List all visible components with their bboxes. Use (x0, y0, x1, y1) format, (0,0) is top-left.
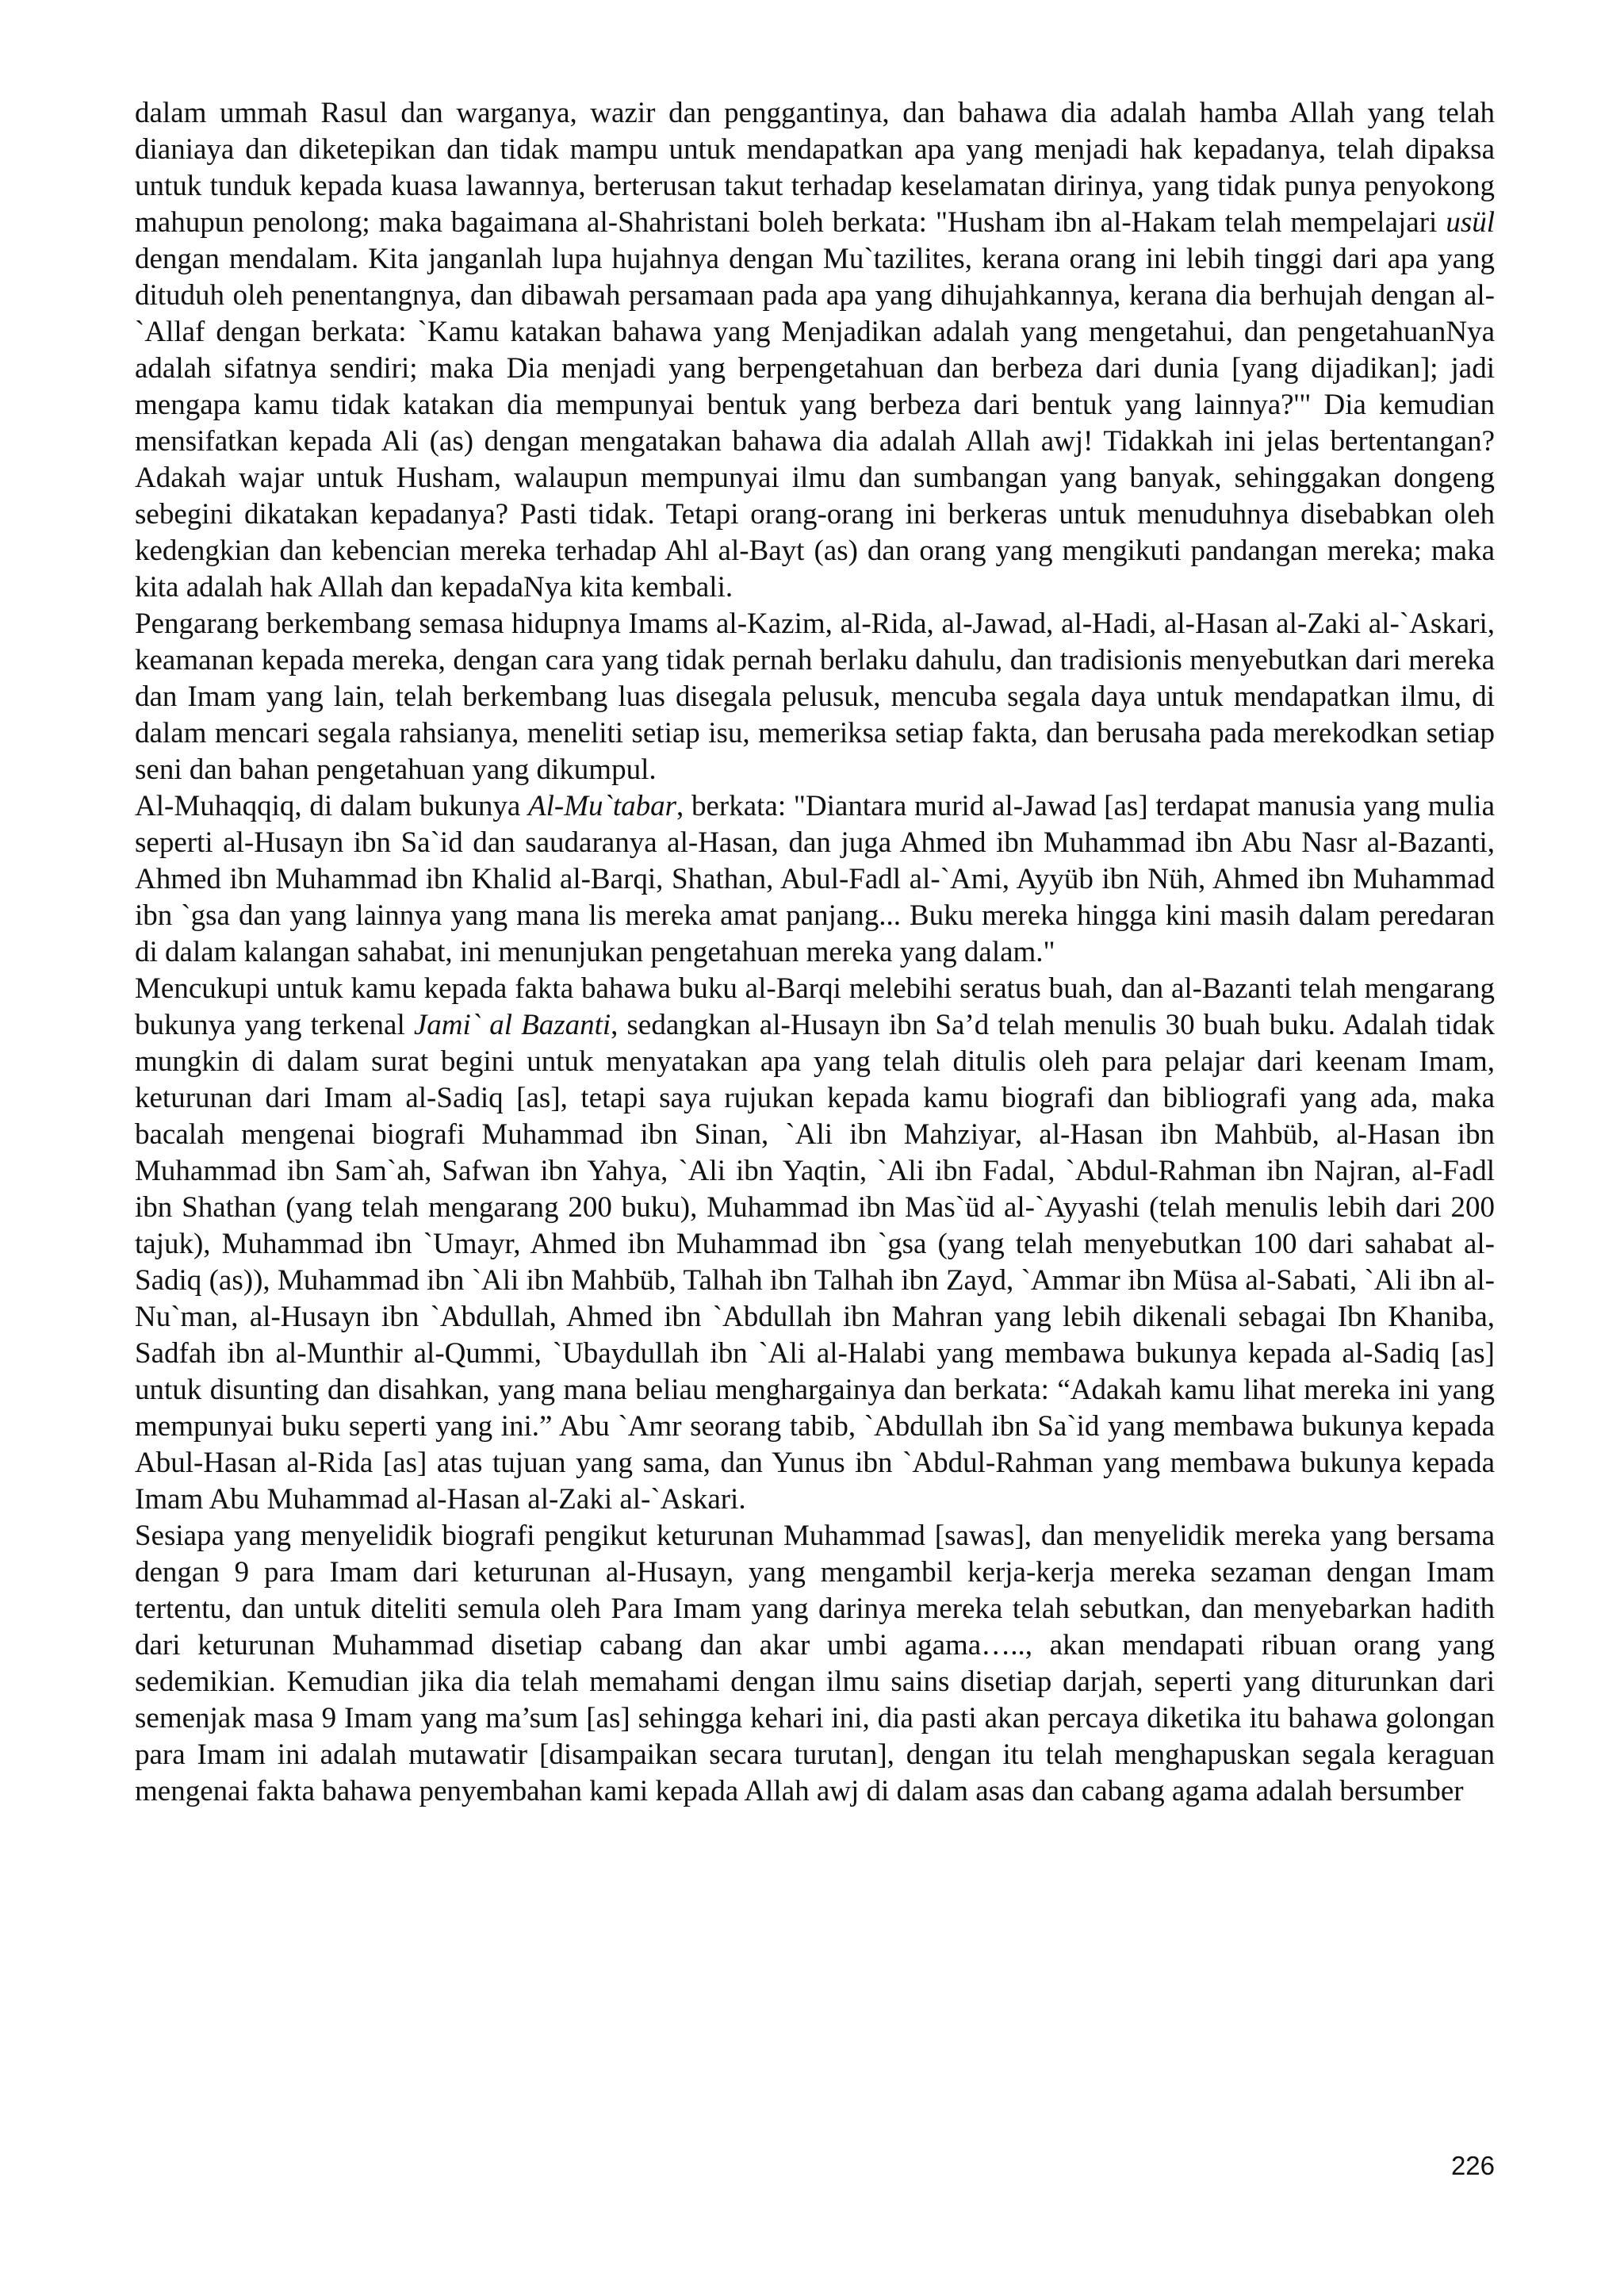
paragraph-1-text-b: dengan mendalam. Kita janganlah lupa hujahnya dengan Mu`tazilites, kerana orang ini lebih tinggi dari apa yang dituduh oleh penentangnya, dan dibawah persamaan pada apa yang dihujahkannya, kerana dia berhujah dengan al-`Allaf dengan berkata: `Kamu katakan bahawa yang Menjadikan adalah yang mengetahui, dan pengetahuanNya adalah sifatnya sendiri; maka Dia menjadi yang berpengetahuan dan berbeza dari dunia [yang dijadikan]; jadi mengapa kamu tidak katakan dia mempunyai bentuk yang berbeza dari bentuk yang lainnya?'" Dia kemudian mensifatkan kepada Ali (as) dengan mengatakan bahawa dia adalah Allah awj! Tidakkah ini jelas bertentangan? Adakah wajar untuk Husham, walaupun mempunyai ilmu dan sumbangan yang banyak, sehinggakan dongeng sebegini dikatakan kepadanya? Pasti tidak. Tetapi orang-orang ini berkeras untuk menuduhnya disebabkan oleh kedengkian dan kebencian mereka terhadap Ahl al-Bayt (as) dan orang yang mengikuti pandangan mereka; maka kita adalah hak Allah dan kepadaNya kita kembali. (135, 243, 1495, 604)
page-body (135, 95, 1495, 1810)
paragraph-4-text-b: , sedangkan al-Husayn ibn Sa’d telah menulis 30 buah buku. Adalah tidak mungkin di dalam surat begini untuk menyatakan apa yang telah ditulis oleh para pelajar dari keenam Imam, keturunan dari Imam al-Sadiq [as], tetapi saya rujukan kepada kamu biografi dan bibliografi yang ada, maka bacalah mengenai biografi Muhammad ibn Sinan, `Ali ibn Mahziyar, al-Hasan ibn Mahbüb, al-Hasan ibn Muhammad ibn Sam`ah, Safwan ibn Yahya, `Ali ibn Yaqtin, `Ali ibn Fadal, `Abdul-Rahman ibn Najran, al-Fadl ibn Shathan (yang telah mengarang 200 buku), Muhammad ibn Mas`üd al-`Ayyashi (telah menulis lebih dari 200 tajuk), Muhammad ibn `Umayr, Ahmed ibn Muhammad ibn `gsa (yang telah menyebutkan 100 dari sahabat al-Sadiq (as)), Muhammad ibn `Ali ibn Mahbüb, Talhah ibn Talhah ibn Zayd, `Ammar ibn Müsa al-Sabati, `Ali ibn al-Nu`man, al-Husayn ibn `Abdullah, Ahmed ibn `Abdullah ibn Mahran yang lebih dikenali sebagai Ibn Khaniba, Sadfah ibn al-Munthir al-Qummi, `Ubaydullah ibn `Ali al-Halabi yang membawa bukunya kepada al-Sadiq [as] untuk disunting dan disahkan, yang mana beliau menghargainya dan berkata: “Adakah kamu lihat mereka ini yang mempunyai buku seperti yang ini.” Abu `Amr seorang tabib, `Abdullah ibn Sa`id yang membawa bukunya kepada Abul-Hasan al-Rida [as] atas tujuan yang sama, dan Yunus ibn `Abdul-Rahman yang membawa bukunya kepada Imam Abu Muhammad al-Hasan al-Zaki al-`Askari. (135, 1009, 1495, 1516)
paragraph-5 (135, 1518, 1495, 1810)
paragraph-4 (135, 971, 1495, 1518)
book-title-jami-al-bazanti: Jami` al Bazanti (413, 1009, 611, 1041)
paragraph-4-text-a: Mencukupi untuk kamu kepada fakta bahawa buku al-Barqi melebihi seratus buah, dan al-Bazanti telah mengarang bukunya yang terkenal (135, 972, 1495, 1041)
paragraph-5-text: Sesiapa yang menyelidik biografi pengikut keturunan Muhammad [sawas], dan menyelidik mereka yang bersama dengan 9 para Imam dari keturunan al-Husayn, yang mengambil kerja-kerja mereka sezaman dengan Imam tertentu, dan untuk diteliti semula oleh Para Imam yang darinya mereka telah sebutkan, dan menyebarkan hadith dari keturunan Muhammad disetiap cabang dan akar umbi agama….., akan mendapati ribuan orang yang sedemikian. Kemudian jika dia telah memahami dengan ilmu sains disetiap darjah, seperti yang diturunkan dari semenjak masa 9 Imam yang ma’sum [as] sehingga kehari ini, dia pasti akan percaya diketika itu bahawa golongan para Imam ini adalah mutawatir [disampaikan secara turutan], dengan itu telah menghapuskan segala keraguan mengenai fakta bahawa penyembahan kami kepada Allah awj di dalam asas dan cabang agama adalah bersumber (135, 1520, 1495, 1807)
italic-term-usul: usül (1446, 206, 1495, 239)
book-title-al-mutabar: Al-Mu`tabar (528, 790, 677, 822)
page-number: 226 (1450, 2151, 1495, 2180)
paragraph-3 (135, 788, 1495, 971)
paragraph-3-text-b: , berkata: "Diantara murid al-Jawad [as] terdapat manusia yang mulia seperti al-Husayn ibn Sa`id dan saudaranya al-Hasan, dan juga Ahmed ibn Muhammad ibn Abu Nasr al-Bazanti, Ahmed ibn Muhammad ibn Khalid al-Barqi, Shathan, Abul-Fadl al-`Ami, Ayyüb ibn Nüh, Ahmed ibn Muhammad ibn `gsa dan yang lainnya yang mana lis mereka amat panjang... Buku mereka hingga kini masih dalam peredaran di dalam kalangan sahabat, ini menunjukan pengetahuan mereka yang dalam." (135, 790, 1495, 968)
paragraph-1-text-a: dalam ummah Rasul dan warganya, wazir dan penggantinya, dan bahawa dia adalah hamba Allah yang telah dianiaya dan diketepikan dan tidak mampu untuk mendapatkan apa yang menjadi hak kepadanya, telah dipaksa untuk tunduk kepada kuasa lawannya, berterusan takut terhadap keselamatan dirinya, yang tidak punya penyokong mahupun penolong; maka bagaimana al-Shahristani boleh berkata: "Husham ibn al-Hakam telah mempelajari (135, 97, 1495, 239)
paragraph-3-text-a: Al-Muhaqqiq, di dalam bukunya (135, 790, 528, 822)
paragraph-1 (135, 95, 1495, 606)
paragraph-2 (135, 606, 1495, 788)
paragraph-2-text: Pengarang berkembang semasa hidupnya Imams al-Kazim, al-Rida, al-Jawad, al-Hadi, al-Hasan al-Zaki al-`Askari, keamanan kepada mereka, dengan cara yang tidak pernah berlaku dahulu, dan tradisionis menyebutkan dari mereka dan Imam yang lain, telah berkembang luas disegala pelusuk, mencuba segala daya untuk mendapatkan ilmu, di dalam mencari segala rahsianya, meneliti setiap isu, memeriksa setiap fakta, dan berusaha pada merekodkan setiap seni dan bahan pengetahuan yang dikumpul. (135, 608, 1495, 786)
